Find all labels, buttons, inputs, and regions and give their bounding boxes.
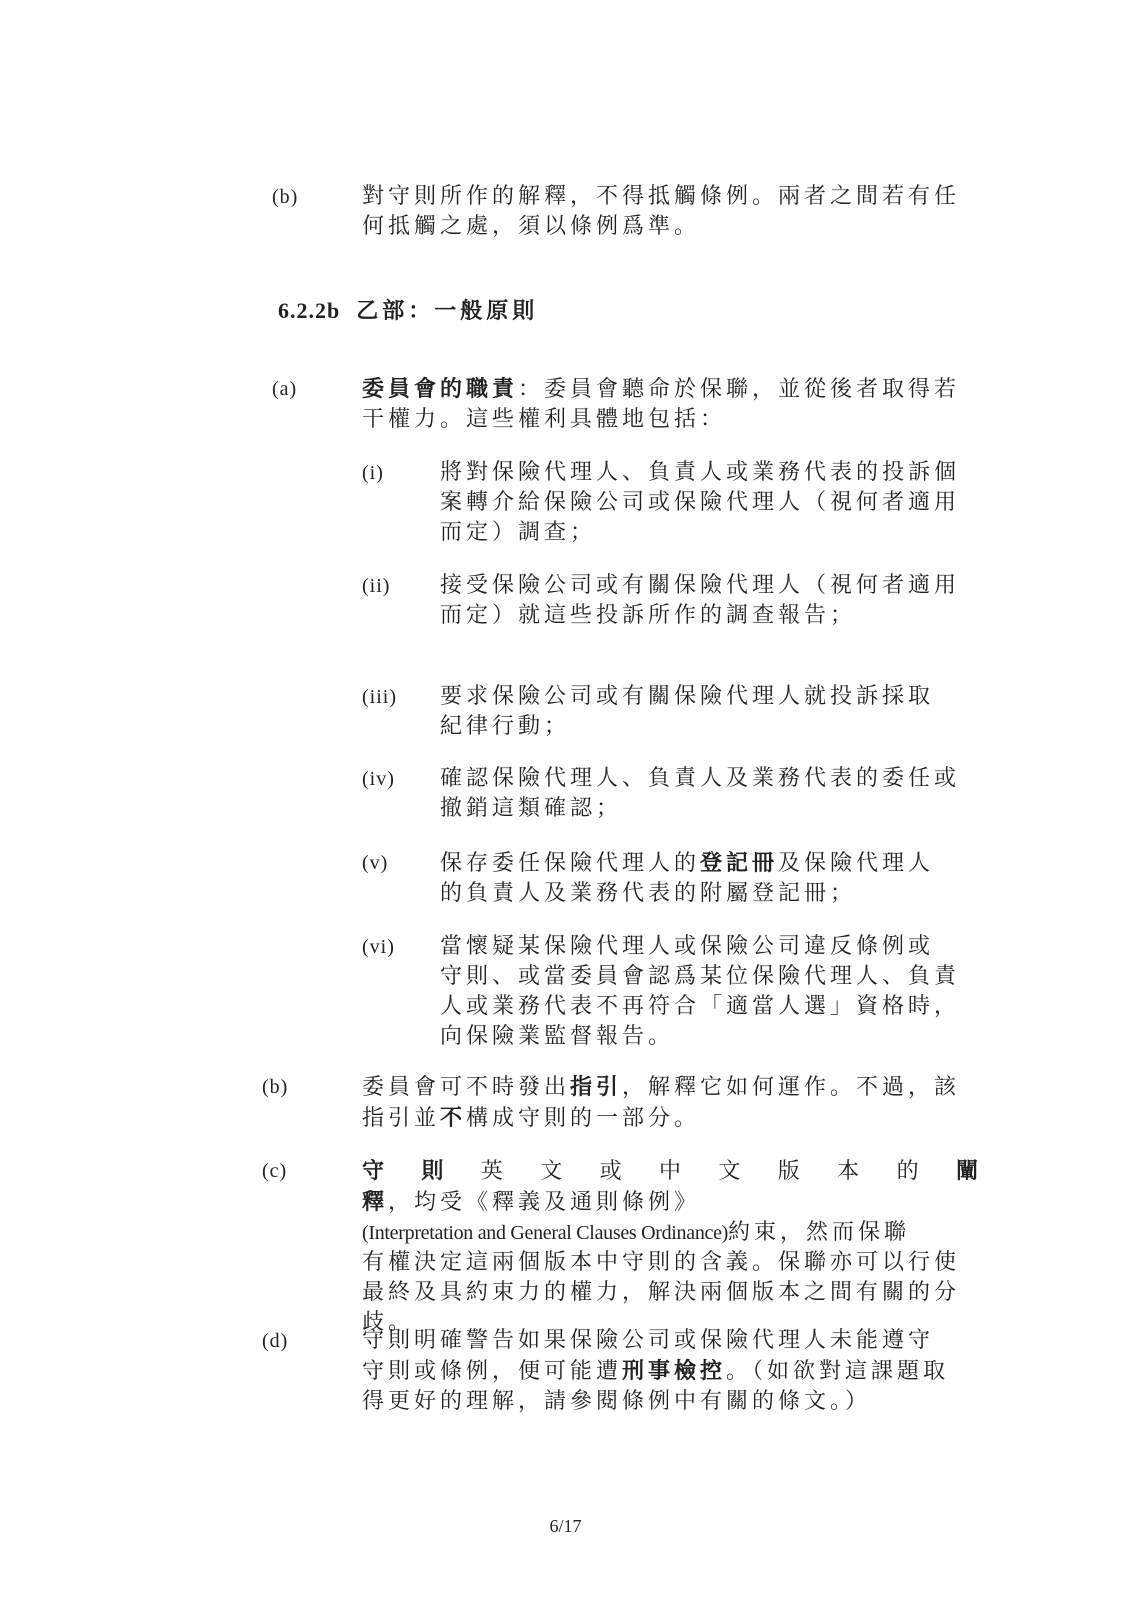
text-line: 撤銷這類確認； bbox=[440, 796, 623, 821]
text-line: 接受保險公司或有關保險代理人（視何者適用 bbox=[440, 573, 961, 598]
item-label: (vi) bbox=[362, 936, 395, 958]
text-line: 對守則所作的解釋，不得抵觸條例。兩者之間若有任 bbox=[362, 184, 961, 209]
item-label: (c) bbox=[262, 1160, 288, 1182]
text-line: 確認保險代理人、負責人及業務代表的委任或 bbox=[440, 766, 961, 791]
bold-term: 刑事檢控 bbox=[622, 1358, 727, 1384]
text-line: 守則或條例，便可能遭刑事檢控。（如欲對這課題取 bbox=[362, 1358, 950, 1384]
text-line: 向保險業監督報告。 bbox=[440, 1024, 675, 1049]
bold-term: 登記冊 bbox=[700, 850, 779, 876]
text-line: 而定）調查； bbox=[440, 520, 597, 545]
item-label: (a) bbox=[272, 378, 298, 400]
text-line: 而定）就這些投訴所作的調查報告； bbox=[440, 603, 857, 628]
item-label: (b) bbox=[272, 186, 299, 208]
text-line: 有權決定這兩個版本中守則的含義。保聯亦可以行使 bbox=[362, 1250, 961, 1275]
text-line: 的負責人及業務代表的附屬登記冊； bbox=[440, 881, 857, 906]
item-label: (iii) bbox=[362, 686, 397, 708]
item-label: (ii) bbox=[362, 575, 391, 597]
page-number: 6/17 bbox=[549, 1516, 582, 1536]
text-line: 委員會可不時發出指引，解釋它如何運作。不過，該 bbox=[362, 1074, 961, 1100]
bold-term: 不 bbox=[440, 1105, 467, 1131]
section-number: 6.2.2b bbox=[278, 298, 341, 323]
item-label: (v) bbox=[362, 852, 389, 874]
text-line: 人或業務代表不再符合「適當人選」資格時， bbox=[440, 994, 961, 1019]
text-line: 指引並不構成守則的一部分。 bbox=[362, 1105, 701, 1131]
text-line: 案轉介給保險公司或保險代理人（視何者適用 bbox=[440, 490, 961, 515]
text-line: 最終及具約束力的權力，解決兩個版本之間有關的分 bbox=[362, 1280, 961, 1305]
text-line: 干權力。這些權利具體地包括： bbox=[362, 407, 727, 432]
text-line: 委員會的職責：委員會聽命於保聯，並從後者取得若 bbox=[362, 376, 961, 402]
item-label: (d) bbox=[262, 1330, 289, 1352]
bold-term: 守則 bbox=[362, 1158, 481, 1184]
bold-term: 委員會的職責 bbox=[362, 376, 519, 402]
section-title: 乙部：一般原則 bbox=[356, 298, 539, 324]
text-line: 要求保險公司或有關保險代理人就投訴採取 bbox=[440, 684, 935, 709]
text-line: 保存委任保險代理人的登記冊及保險代理人 bbox=[440, 850, 935, 876]
section-heading bbox=[278, 296, 538, 327]
item-label: (b) bbox=[262, 1076, 289, 1098]
text-line: 何抵觸之處，須以條例爲準。 bbox=[362, 214, 701, 239]
text-line: 將對保險代理人、負責人或業務代表的投訴個 bbox=[440, 460, 961, 485]
text-line: 守則、或當委員會認爲某位保險代理人、負責 bbox=[440, 964, 961, 989]
text-line: 歧。 bbox=[362, 1310, 415, 1335]
text-line: (Interpretation and General Clauses Ordinance)約束，然而保聯 bbox=[362, 1220, 911, 1245]
text-line: 紀律行動； bbox=[440, 714, 571, 739]
bold-term: 闡釋 bbox=[362, 1158, 982, 1215]
item-label: (i) bbox=[362, 462, 384, 484]
text-line: 守則明確警告如果保險公司或保險代理人未能遵守 bbox=[362, 1328, 935, 1353]
text-line: 當懷疑某保險代理人或保險公司違反條例或 bbox=[440, 934, 935, 959]
text-line: 守則英文或中文版本的闡釋，均受《釋義及通則條例》 bbox=[362, 1158, 982, 1215]
bold-term: 指引 bbox=[570, 1074, 623, 1100]
text-line: 得更好的理解，請參閱條例中有關的條文。） bbox=[362, 1389, 872, 1414]
item-label: (iv) bbox=[362, 768, 395, 790]
